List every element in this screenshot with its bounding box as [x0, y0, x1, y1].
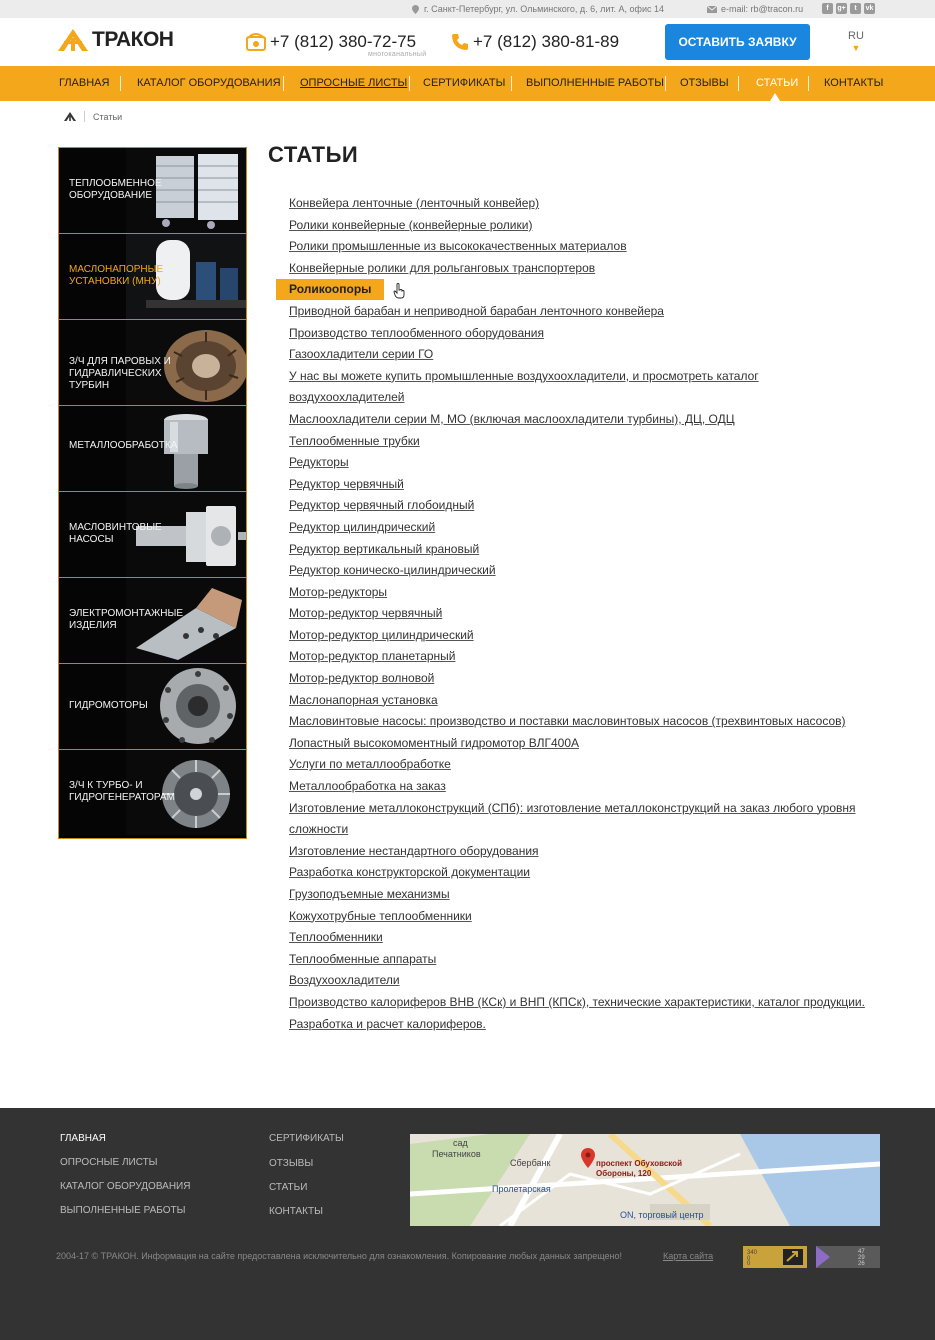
- article-title[interactable]: Металлообработка на заказ: [289, 779, 446, 794]
- counter-value: 0: [747, 1256, 751, 1262]
- map-label: Печатников: [432, 1149, 481, 1159]
- counter-badge-2[interactable]: [816, 1246, 880, 1268]
- article-link[interactable]: [289, 603, 889, 625]
- article-link[interactable]: [289, 1014, 889, 1036]
- map-label: сад: [453, 1138, 468, 1148]
- nav-item-contacts[interactable]: КОНТАКТЫ: [824, 77, 884, 89]
- copyright: 2004-17 © ТРАКОН. Информация на сайте предоставлена исключительно для ознакомления. Копирование любых данных запрещено!: [56, 1251, 623, 1261]
- nav-divider: [120, 76, 121, 91]
- article-title[interactable]: Мотор-редуктор волновой: [289, 671, 435, 686]
- article-title[interactable]: Мотор-редуктор цилиндрический: [289, 627, 474, 642]
- map-label: Сбербанк: [510, 1158, 551, 1168]
- social-links: [822, 3, 875, 14]
- envelope-icon: [707, 6, 717, 13]
- counter-logo-icon: [783, 1249, 803, 1265]
- logo-text: ТРАКОН: [92, 28, 174, 51]
- article-title[interactable]: воздухоохладителей: [289, 390, 405, 405]
- article-title[interactable]: Маслоохладители серии М, МО (включая маслоохладители турбины), ДЦ, ОДЦ: [289, 411, 735, 426]
- article-title[interactable]: Ролики конвейерные (конвейерные ролики): [289, 217, 533, 232]
- article-link[interactable]: [289, 495, 889, 517]
- category-electrical[interactable]: [59, 578, 246, 664]
- language-selector[interactable]: [848, 30, 864, 53]
- article-link-active[interactable]: [289, 279, 889, 301]
- article-title[interactable]: Ролики промышленные из высококачественных материалов: [289, 239, 627, 254]
- footer: [0, 1108, 935, 1340]
- footer-link-questionnaires[interactable]: ОПРОСНЫЕ ЛИСТЫ: [60, 1157, 158, 1168]
- article-title[interactable]: Редуктор вертикальный крановый: [289, 541, 480, 556]
- counter-logo-icon: [816, 1246, 830, 1268]
- active-marker-icon: [770, 93, 780, 101]
- logo-mark-icon: [58, 29, 88, 51]
- category-hydromotors[interactable]: [59, 664, 246, 750]
- nav-item-home[interactable]: ГЛАВНАЯ: [59, 77, 110, 89]
- nav-item-questionnaires[interactable]: ОПРОСНЫЕ ЛИСТЫ: [300, 77, 408, 89]
- email-text[interactable]: e-mail: rb@tracon.ru: [721, 4, 804, 14]
- counter-value: 26: [858, 1261, 865, 1267]
- nav-item-works[interactable]: ВЫПОЛНЕННЫЕ РАБОТЫ: [526, 77, 664, 89]
- sitemap-link[interactable]: Карта сайта: [663, 1251, 714, 1261]
- footer-link-contacts[interactable]: КОНТАКТЫ: [269, 1206, 323, 1217]
- article-link[interactable]: [289, 841, 889, 863]
- article-title[interactable]: Изготовление металлоконструкций (СПб): изготовление металлоконструкций на заказ любого уровня: [289, 800, 856, 815]
- phone-1-number[interactable]: +7 (812) 380-72-75: [270, 32, 417, 51]
- article-link[interactable]: [289, 646, 889, 668]
- nav-divider: [665, 76, 666, 91]
- article-title[interactable]: Редуктор червячный глобоидный: [289, 498, 475, 513]
- article-title[interactable]: Газоохладители серии ГО: [289, 347, 434, 362]
- article-link[interactable]: [289, 258, 889, 280]
- nav-item-articles[interactable]: СТАТЬИ: [756, 77, 799, 89]
- language-label[interactable]: RU: [848, 30, 864, 42]
- category-sidebar: [58, 147, 247, 839]
- counter-value: 29: [858, 1255, 865, 1261]
- nav-divider: [808, 76, 809, 91]
- logo[interactable]: [58, 28, 173, 52]
- phone-1-subtitle: многоканальный: [368, 51, 427, 58]
- category-generator-parts[interactable]: [59, 750, 246, 836]
- breadcrumb-current: Статьи: [93, 111, 123, 122]
- article-title[interactable]: Редукторы: [289, 455, 349, 470]
- footer-link-home[interactable]: ГЛАВНАЯ: [60, 1133, 106, 1144]
- map-label: Пролетарская: [492, 1184, 551, 1194]
- article-title[interactable]: Приводной барабан и неприводной барабан ленточного конвейера: [289, 303, 664, 318]
- article-link[interactable]: [289, 582, 889, 604]
- article-title[interactable]: Разработка конструкторской документации: [289, 865, 530, 880]
- article-title[interactable]: Разработка и расчет калориферов.: [289, 1016, 486, 1031]
- article-link[interactable]: [289, 560, 889, 582]
- map-pin-icon: [581, 1148, 595, 1168]
- article-title[interactable]: Мотор-редукторы: [289, 584, 388, 599]
- article-title[interactable]: Масловинтовые насосы: производство и поставки масловинтовых насосов (трехвинтовых насосов): [289, 714, 846, 729]
- map-label: ON, торговый центр: [620, 1210, 704, 1220]
- article-link[interactable]: [289, 884, 889, 906]
- article-link[interactable]: [289, 236, 889, 258]
- phone-1[interactable]: [246, 32, 416, 52]
- nav-item-catalog[interactable]: КАТАЛОГ ОБОРУДОВАНИЯ: [137, 77, 281, 89]
- nav-item-reviews[interactable]: ОТЗЫВЫ: [680, 77, 729, 89]
- category-oil-units[interactable]: [59, 234, 246, 320]
- article-title[interactable]: Конвейерные ролики для рольганговых транспортеров: [289, 260, 596, 275]
- map-pin-label: Обороны, 120: [596, 1169, 652, 1178]
- article-link[interactable]: [289, 452, 889, 474]
- article-title[interactable]: Лопастный высокомоментный гидромотор ВЛГ400А: [289, 735, 580, 750]
- address-text: г. Санкт-Петербург, ул. Ольминского, д. 6, лит. А, офис 14: [424, 4, 665, 14]
- phone-2-number[interactable]: +7 (812) 380-81-89: [473, 32, 620, 51]
- chevron-down-icon: ▼: [851, 43, 861, 53]
- map-pin-label: проспект Обуховской: [596, 1159, 682, 1168]
- article-title[interactable]: Редуктор червячный: [289, 476, 404, 491]
- counter-value: 47: [858, 1249, 865, 1255]
- article-link[interactable]: [289, 798, 889, 820]
- top-info-bar: [0, 0, 935, 18]
- article-title[interactable]: Услуги по металлообработке: [289, 757, 451, 772]
- article-title[interactable]: Воздухоохладители: [289, 973, 400, 988]
- article-link[interactable]: [289, 949, 889, 971]
- footer-link-catalog[interactable]: КАТАЛОГ ОБОРУДОВАНИЯ: [60, 1181, 191, 1192]
- article-title[interactable]: Редуктор цилиндрический: [289, 519, 436, 534]
- header: [0, 18, 935, 66]
- vk-icon[interactable]: vk: [865, 5, 874, 12]
- category-label: МАСЛОВИНТОВЫЕ НАСОСЫ: [69, 522, 162, 545]
- request-button[interactable]: ОСТАВИТЬ ЗАЯВКУ: [665, 24, 810, 60]
- location-pin-icon: [412, 5, 419, 14]
- twitter-icon[interactable]: t: [850, 3, 861, 14]
- article-title[interactable]: Роликоопоры: [289, 282, 372, 297]
- breadcrumb-divider: [84, 111, 85, 122]
- address: [412, 4, 664, 14]
- article-link[interactable]: [289, 992, 889, 1014]
- article-link[interactable]: [289, 215, 889, 237]
- articles-list: [289, 193, 889, 1035]
- category-label: МЕТАЛЛООБРАБОТКА: [69, 440, 178, 451]
- article-title[interactable]: Мотор-редуктор планетарный: [289, 649, 456, 664]
- article-link[interactable]: [289, 387, 889, 409]
- article-title[interactable]: Производство теплообменного оборудования: [289, 325, 544, 340]
- article-title[interactable]: Редуктор коническо-цилиндрический: [289, 563, 496, 578]
- page-title: СТАТЬИ: [268, 142, 359, 167]
- category-label: ГИДРОМОТОРЫ: [69, 700, 148, 711]
- counter-badge-1[interactable]: [743, 1246, 807, 1268]
- article-title[interactable]: Мотор-редуктор червячный: [289, 606, 443, 621]
- article-link[interactable]: [289, 733, 889, 755]
- footer-link-articles[interactable]: СТАТЬИ: [269, 1182, 308, 1193]
- article-link[interactable]: [289, 409, 889, 431]
- article-title[interactable]: Маслонапорная установка: [289, 692, 438, 707]
- article-title[interactable]: Кожухотрубные теплообменники: [289, 908, 472, 923]
- article-title[interactable]: Конвейера ленточные (ленточный конвейер): [289, 196, 540, 210]
- article-link[interactable]: [289, 927, 889, 949]
- article-link[interactable]: [289, 193, 889, 215]
- category-label: ТЕПЛООБМЕННОЕ ОБОРУДОВАНИЕ: [69, 178, 162, 201]
- phone-2[interactable]: [451, 32, 619, 52]
- breadcrumb: [64, 111, 122, 122]
- footer-link-reviews[interactable]: ОТЗЫВЫ: [269, 1158, 314, 1169]
- google-plus-icon[interactable]: g+: [837, 5, 846, 12]
- counter-value: 340: [747, 1250, 758, 1256]
- article-link[interactable]: [289, 366, 889, 388]
- nav-divider: [409, 76, 410, 91]
- location-map[interactable]: [410, 1134, 880, 1226]
- article-link[interactable]: [289, 862, 889, 884]
- article-link[interactable]: [289, 819, 889, 841]
- category-label: ЭЛЕКТРОМОНТАЖНЫЕ ИЗДЕЛИЯ: [69, 608, 184, 631]
- footer-link-certificates[interactable]: СЕРТИФИКАТЫ: [269, 1133, 344, 1144]
- article-link[interactable]: [289, 344, 889, 366]
- article-title[interactable]: Теплообменники: [289, 930, 383, 945]
- article-link[interactable]: [289, 668, 889, 690]
- article-link[interactable]: [289, 906, 889, 928]
- category-label: З/Ч ДЛЯ ПАРОВЫХ И ГИДРАВЛИЧЕСКИХ ТУРБИН: [69, 356, 171, 391]
- nav-divider: [738, 76, 739, 91]
- category-metalwork[interactable]: [59, 406, 246, 492]
- article-link[interactable]: [289, 301, 889, 323]
- article-link[interactable]: [289, 323, 889, 345]
- article-title[interactable]: Производство калориферов ВНВ (КСк) и ВНП (КПСк), технические характеристики, каталог продукции.: [289, 994, 865, 1009]
- nav-divider: [283, 76, 284, 91]
- hand-cursor-icon: [393, 283, 405, 299]
- article-title[interactable]: сложности: [289, 822, 349, 837]
- main-nav: [0, 66, 935, 101]
- category-screw-pumps[interactable]: [59, 492, 246, 578]
- article-link[interactable]: [289, 776, 889, 798]
- category-label: З/Ч К ТУРБО- И ГИДРОГЕНЕРАТОРАМ: [69, 780, 175, 803]
- category-label: МАСЛОНАПОРНЫЕ УСТАНОВКИ (МНУ): [69, 264, 164, 287]
- article-link[interactable]: [289, 517, 889, 539]
- article-link[interactable]: [289, 711, 889, 733]
- category-heat-exchange[interactable]: [59, 148, 246, 234]
- article-link[interactable]: [289, 690, 889, 712]
- article-link[interactable]: [289, 754, 889, 776]
- nav-item-certificates[interactable]: СЕРТИФИКАТЫ: [423, 77, 506, 89]
- article-link[interactable]: [289, 474, 889, 496]
- mobile-phone-icon: [451, 33, 469, 51]
- article-title[interactable]: Теплообменные аппараты: [289, 951, 437, 966]
- article-title[interactable]: Грузоподъемные механизмы: [289, 887, 450, 901]
- telephone-icon: [246, 33, 266, 51]
- footer-link-works[interactable]: ВЫПОЛНЕННЫЕ РАБОТЫ: [60, 1205, 186, 1216]
- category-turbine-parts[interactable]: [59, 320, 246, 406]
- email[interactable]: [707, 4, 803, 14]
- article-title[interactable]: Изготовление нестандартного оборудования: [289, 843, 539, 858]
- article-title[interactable]: Теплообменные трубки: [289, 433, 420, 448]
- counter-value: 0: [747, 1261, 751, 1267]
- facebook-icon[interactable]: f: [822, 3, 833, 14]
- article-link[interactable]: [289, 539, 889, 561]
- home-icon[interactable]: [64, 112, 76, 121]
- nav-divider: [511, 76, 512, 91]
- article-link[interactable]: [289, 431, 889, 453]
- article-link[interactable]: [289, 970, 889, 992]
- article-title[interactable]: У нас вы можете купить промышленные воздухоохладители, и просмотреть каталог: [289, 368, 759, 383]
- article-link[interactable]: [289, 625, 889, 647]
